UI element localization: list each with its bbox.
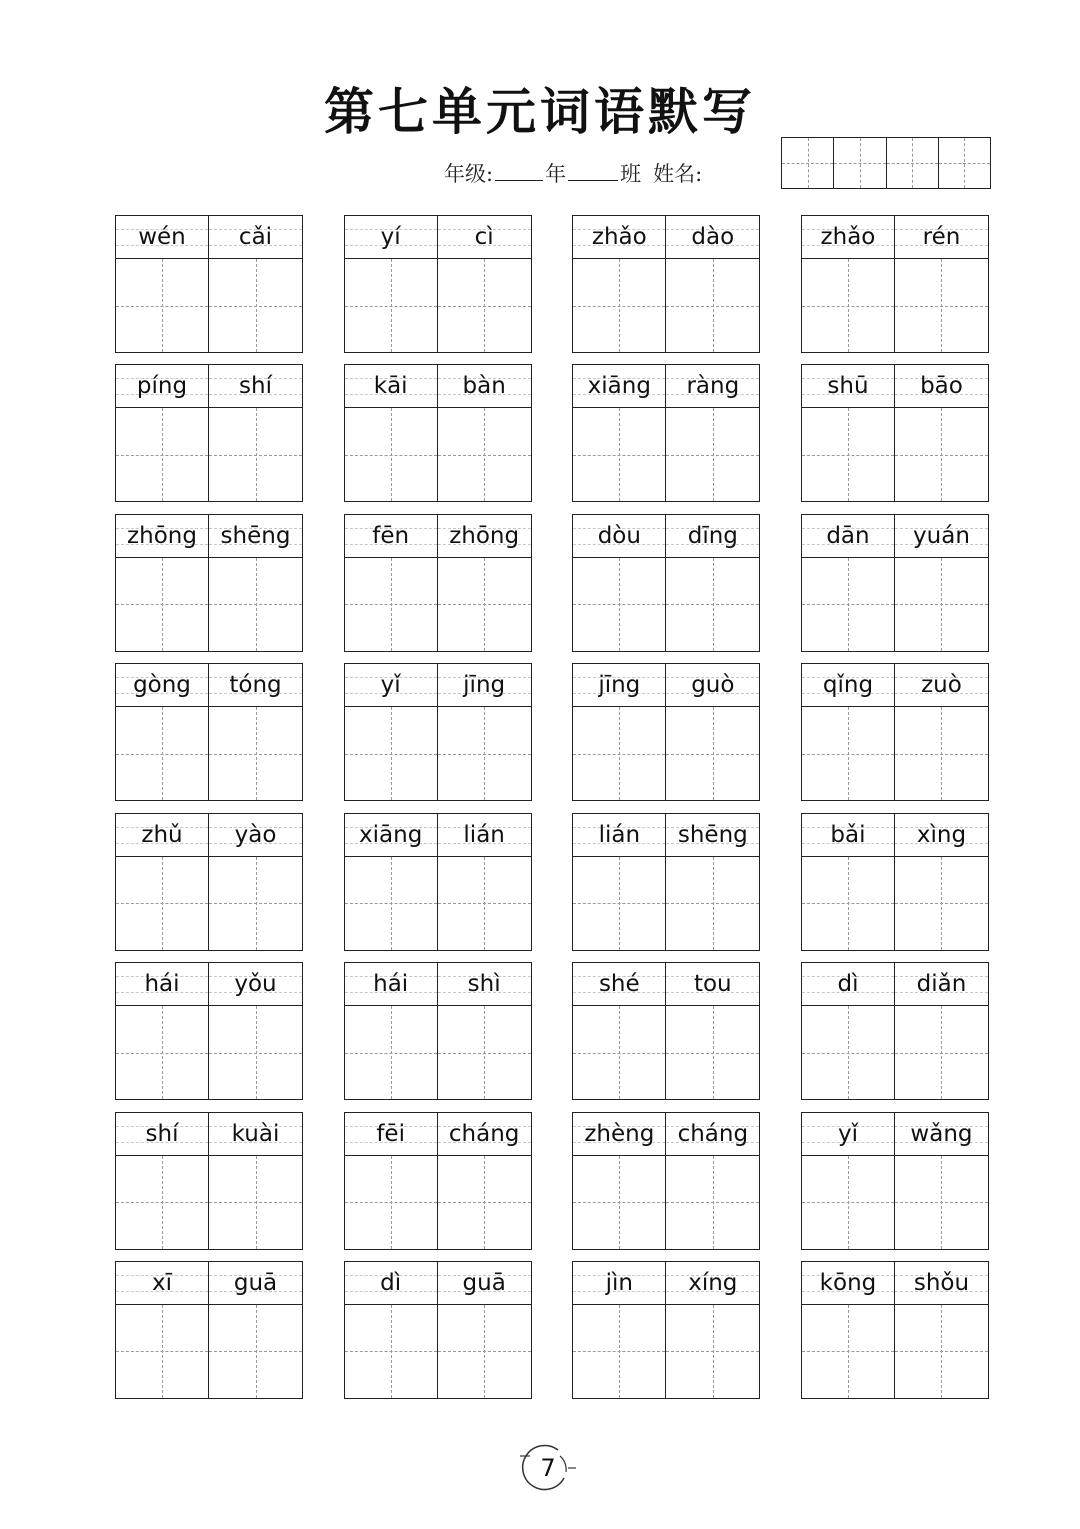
- pinyin-text: kōng: [819, 1269, 877, 1296]
- word-box: [115, 813, 303, 951]
- pinyin-text: zuò: [921, 672, 962, 699]
- pinyin-text: cháng: [448, 1120, 520, 1147]
- word-box: [115, 215, 303, 353]
- character-writing-cell[interactable]: [345, 1006, 438, 1099]
- character-writing-cell[interactable]: [573, 857, 666, 950]
- pinyin-text: bàn: [462, 373, 506, 400]
- name-cell[interactable]: [887, 138, 939, 188]
- pinyin-cell: [895, 1262, 988, 1305]
- name-writing-box[interactable]: [781, 137, 991, 189]
- class-blank[interactable]: [568, 179, 618, 181]
- pinyin-text: kāi: [373, 373, 408, 400]
- character-writing-cell[interactable]: [895, 1305, 988, 1398]
- character-writing-cell[interactable]: [345, 408, 438, 501]
- pinyin-cell: [895, 664, 988, 707]
- pinyin-text: qǐng: [822, 672, 874, 699]
- character-writing-cell[interactable]: [666, 259, 759, 352]
- pinyin-cell: [666, 664, 759, 707]
- pinyin-text: cháng: [677, 1120, 749, 1147]
- pinyin-cell: [802, 365, 895, 408]
- pinyin-text: dān: [826, 522, 870, 549]
- character-writing-cell[interactable]: [895, 1006, 988, 1099]
- pinyin-text: shēng: [220, 522, 291, 549]
- pinyin-text: diǎn: [916, 971, 967, 998]
- pinyin-cell: [895, 216, 988, 259]
- word-box: [344, 813, 532, 951]
- pinyin-text: zhōng: [449, 522, 520, 549]
- pinyin-cell: [209, 814, 302, 857]
- pinyin-cell: [666, 963, 759, 1006]
- word-box: [801, 514, 989, 652]
- pinyin-cell: [209, 365, 302, 408]
- grade-label: 年级:: [444, 162, 494, 186]
- pinyin-text: cǎi: [238, 224, 273, 250]
- character-writing-cell[interactable]: [666, 707, 759, 800]
- character-writing-cell[interactable]: [345, 857, 438, 950]
- pinyin-text: yǐ: [837, 1120, 858, 1147]
- pinyin-cell: [573, 1262, 666, 1305]
- pinyin-text: yào: [234, 821, 277, 848]
- pinyin-cell: [573, 216, 666, 259]
- pinyin-cell: [895, 1113, 988, 1156]
- character-writing-cell[interactable]: [802, 707, 895, 800]
- pinyin-text: fēi: [376, 1120, 405, 1147]
- pinyin-text: shí: [145, 1120, 179, 1147]
- pinyin-cell: [666, 216, 759, 259]
- pinyin-cell: [438, 515, 531, 558]
- pinyin-cell: [209, 515, 302, 558]
- pinyin-cell: [345, 814, 438, 857]
- character-writing-cell[interactable]: [573, 558, 666, 651]
- word-box: [572, 663, 760, 801]
- character-writing-cell[interactable]: [438, 1006, 531, 1099]
- pinyin-cell: [895, 814, 988, 857]
- year-suffix: 年: [545, 162, 567, 186]
- pinyin-cell: [802, 814, 895, 857]
- class-suffix: 班: [620, 162, 642, 186]
- character-writing-cell[interactable]: [438, 857, 531, 950]
- pinyin-text: tóng: [229, 672, 282, 699]
- pinyin-text: zhǎo: [820, 224, 876, 250]
- word-box: [801, 215, 989, 353]
- pinyin-cell: [802, 216, 895, 259]
- pinyin-text: zhōng: [127, 522, 197, 549]
- character-writing-cell[interactable]: [802, 1305, 895, 1398]
- character-writing-cell[interactable]: [345, 558, 438, 651]
- word-box: [572, 364, 760, 502]
- word-box: [115, 663, 303, 801]
- pinyin-text: dào: [691, 224, 735, 250]
- character-writing-cell[interactable]: [802, 1156, 895, 1249]
- pinyin-text: píng: [136, 373, 188, 400]
- pinyin-text: wǎng: [910, 1120, 973, 1147]
- pinyin-text: shí: [239, 373, 272, 400]
- character-writing-cell[interactable]: [116, 1305, 209, 1398]
- pinyin-text: rén: [922, 224, 961, 250]
- pinyin-cell: [802, 1262, 895, 1305]
- pinyin-text: guò: [691, 672, 735, 699]
- pinyin-text: xiāng: [359, 821, 423, 848]
- pinyin-text: shǒu: [913, 1269, 970, 1296]
- pinyin-cell: [438, 216, 531, 259]
- pinyin-cell: [116, 963, 209, 1006]
- character-writing-cell[interactable]: [209, 408, 302, 501]
- pinyin-cell: [573, 515, 666, 558]
- character-writing-cell[interactable]: [345, 1305, 438, 1398]
- character-writing-cell[interactable]: [209, 1156, 302, 1249]
- pinyin-text: bǎi: [830, 821, 866, 848]
- pinyin-cell: [802, 963, 895, 1006]
- pinyin-text: zhǎo: [591, 224, 647, 250]
- pinyin-text: gòng: [133, 672, 191, 699]
- pinyin-text: wén: [138, 224, 186, 250]
- pinyin-cell: [895, 515, 988, 558]
- pinyin-cell: [573, 365, 666, 408]
- pinyin-cell: [116, 365, 209, 408]
- pinyin-cell: [573, 814, 666, 857]
- pinyin-text: hái: [373, 971, 409, 998]
- page-number-badge: [520, 1442, 576, 1494]
- word-box: [801, 1112, 989, 1250]
- pinyin-text: zhǔ: [141, 821, 183, 848]
- pinyin-cell: [209, 216, 302, 259]
- character-writing-cell[interactable]: [802, 558, 895, 651]
- pinyin-text: cì: [474, 224, 494, 250]
- word-box: [572, 962, 760, 1100]
- grade-blank[interactable]: [495, 179, 543, 181]
- pinyin-cell: [345, 216, 438, 259]
- pinyin-text: lián: [598, 821, 641, 848]
- pinyin-cell: [438, 1113, 531, 1156]
- pinyin-text: fēn: [372, 522, 410, 549]
- character-writing-cell[interactable]: [666, 1305, 759, 1398]
- pinyin-text: guā: [233, 1269, 278, 1296]
- word-box: [115, 1261, 303, 1399]
- pinyin-cell: [209, 664, 302, 707]
- pinyin-text: dīng: [687, 522, 738, 549]
- pinyin-cell: [345, 515, 438, 558]
- pinyin-text: yí: [380, 224, 401, 250]
- pinyin-text: yǒu: [234, 971, 277, 998]
- pinyin-text: yuán: [913, 522, 970, 549]
- pinyin-text: hái: [144, 971, 180, 998]
- character-writing-cell[interactable]: [116, 1156, 209, 1249]
- pinyin-text: jīng: [598, 672, 641, 699]
- character-writing-cell[interactable]: [209, 1305, 302, 1398]
- name-label: 姓名:: [653, 162, 703, 186]
- word-grid: [115, 215, 989, 1399]
- pinyin-text: lián: [463, 821, 505, 848]
- word-box: [344, 364, 532, 502]
- character-writing-cell[interactable]: [345, 707, 438, 800]
- word-box: [801, 962, 989, 1100]
- pinyin-cell: [438, 814, 531, 857]
- pinyin-text: xī: [151, 1269, 172, 1296]
- word-box: [801, 364, 989, 502]
- character-writing-cell[interactable]: [666, 1156, 759, 1249]
- word-box: [572, 813, 760, 951]
- word-box: [572, 514, 760, 652]
- pinyin-cell: [116, 664, 209, 707]
- pinyin-text: zhèng: [584, 1120, 655, 1147]
- word-box: [344, 514, 532, 652]
- pinyin-cell: [802, 664, 895, 707]
- character-writing-cell[interactable]: [209, 1006, 302, 1099]
- name-cell[interactable]: [834, 138, 886, 188]
- character-writing-cell[interactable]: [438, 707, 531, 800]
- pinyin-cell: [895, 963, 988, 1006]
- page-title: 第七单元词语默写: [324, 82, 756, 141]
- word-box: [344, 663, 532, 801]
- pinyin-text: guā: [462, 1269, 506, 1296]
- pinyin-cell: [116, 1262, 209, 1305]
- pinyin-cell: [345, 1262, 438, 1305]
- pinyin-text: xíng: [688, 1269, 738, 1296]
- pinyin-cell: [438, 963, 531, 1006]
- word-box: [344, 1261, 532, 1399]
- pinyin-cell: [116, 515, 209, 558]
- pinyin-text: bāo: [920, 373, 963, 400]
- name-cell[interactable]: [782, 138, 834, 188]
- pinyin-text: shēng: [677, 821, 748, 848]
- pinyin-cell: [345, 365, 438, 408]
- word-box: [115, 514, 303, 652]
- character-writing-cell[interactable]: [345, 259, 438, 352]
- character-writing-cell[interactable]: [895, 259, 988, 352]
- word-box: [801, 813, 989, 951]
- word-box: [344, 1112, 532, 1250]
- pinyin-cell: [209, 963, 302, 1006]
- pinyin-text: jìn: [605, 1269, 633, 1296]
- character-writing-cell[interactable]: [116, 707, 209, 800]
- word-box: [801, 1261, 989, 1399]
- pinyin-cell: [666, 365, 759, 408]
- pinyin-cell: [438, 1262, 531, 1305]
- character-writing-cell[interactable]: [438, 558, 531, 651]
- word-box: [801, 663, 989, 801]
- character-writing-cell[interactable]: [438, 408, 531, 501]
- pinyin-text: shū: [827, 373, 869, 400]
- character-writing-cell[interactable]: [895, 857, 988, 950]
- character-writing-cell[interactable]: [209, 259, 302, 352]
- character-writing-cell[interactable]: [345, 1156, 438, 1249]
- pinyin-cell: [438, 365, 531, 408]
- pinyin-cell: [209, 1113, 302, 1156]
- character-writing-cell[interactable]: [895, 558, 988, 651]
- pinyin-text: shì: [467, 971, 501, 998]
- pinyin-cell: [345, 1113, 438, 1156]
- character-writing-cell[interactable]: [573, 1156, 666, 1249]
- character-writing-cell[interactable]: [802, 1006, 895, 1099]
- pinyin-text: dì: [837, 971, 859, 998]
- character-writing-cell[interactable]: [438, 1156, 531, 1249]
- pinyin-cell: [666, 515, 759, 558]
- word-box: [344, 215, 532, 353]
- character-writing-cell[interactable]: [802, 408, 895, 501]
- page-number: 7: [540, 1454, 556, 1482]
- pinyin-cell: [666, 1262, 759, 1305]
- character-writing-cell[interactable]: [116, 408, 209, 501]
- pinyin-text: shé: [598, 971, 640, 998]
- character-writing-cell[interactable]: [573, 1305, 666, 1398]
- pinyin-cell: [573, 1113, 666, 1156]
- name-cell[interactable]: [939, 138, 990, 188]
- character-writing-cell[interactable]: [895, 408, 988, 501]
- pinyin-cell: [895, 365, 988, 408]
- character-writing-cell[interactable]: [666, 408, 759, 501]
- character-writing-cell[interactable]: [666, 558, 759, 651]
- pinyin-text: xìng: [916, 821, 967, 848]
- character-writing-cell[interactable]: [573, 259, 666, 352]
- pinyin-cell: [116, 814, 209, 857]
- character-writing-cell[interactable]: [895, 1156, 988, 1249]
- character-writing-cell[interactable]: [209, 707, 302, 800]
- character-writing-cell[interactable]: [116, 1006, 209, 1099]
- pinyin-cell: [116, 216, 209, 259]
- character-writing-cell[interactable]: [573, 1006, 666, 1099]
- character-writing-cell[interactable]: [209, 857, 302, 950]
- character-writing-cell[interactable]: [116, 558, 209, 651]
- pinyin-text: ràng: [686, 373, 740, 400]
- pinyin-cell: [666, 814, 759, 857]
- character-writing-cell[interactable]: [802, 857, 895, 950]
- pinyin-cell: [666, 1113, 759, 1156]
- word-box: [572, 1112, 760, 1250]
- character-writing-cell[interactable]: [209, 558, 302, 651]
- pinyin-text: tou: [693, 971, 732, 998]
- word-box: [115, 1112, 303, 1250]
- pinyin-text: xiāng: [587, 373, 651, 400]
- pinyin-cell: [802, 515, 895, 558]
- word-box: [115, 962, 303, 1100]
- character-writing-cell[interactable]: [802, 259, 895, 352]
- character-writing-cell[interactable]: [666, 1006, 759, 1099]
- word-box: [572, 1261, 760, 1399]
- pinyin-text: dì: [380, 1269, 402, 1296]
- pinyin-cell: [209, 1262, 302, 1305]
- pinyin-text: dòu: [597, 522, 641, 549]
- character-writing-cell[interactable]: [438, 1305, 531, 1398]
- pinyin-text: kuài: [231, 1120, 280, 1147]
- character-writing-cell[interactable]: [116, 857, 209, 950]
- pinyin-cell: [573, 664, 666, 707]
- student-info: [444, 158, 702, 188]
- character-writing-cell[interactable]: [116, 259, 209, 352]
- word-box: [344, 962, 532, 1100]
- pinyin-text: jīng: [463, 672, 506, 699]
- character-writing-cell[interactable]: [666, 857, 759, 950]
- word-box: [115, 364, 303, 502]
- pinyin-cell: [438, 664, 531, 707]
- pinyin-text: yǐ: [380, 672, 401, 699]
- pinyin-cell: [802, 1113, 895, 1156]
- pinyin-cell: [116, 1113, 209, 1156]
- character-writing-cell[interactable]: [438, 259, 531, 352]
- pinyin-cell: [345, 963, 438, 1006]
- word-box: [572, 215, 760, 353]
- pinyin-cell: [573, 963, 666, 1006]
- character-writing-cell[interactable]: [895, 707, 988, 800]
- character-writing-cell[interactable]: [573, 707, 666, 800]
- character-writing-cell[interactable]: [573, 408, 666, 501]
- pinyin-cell: [345, 664, 438, 707]
